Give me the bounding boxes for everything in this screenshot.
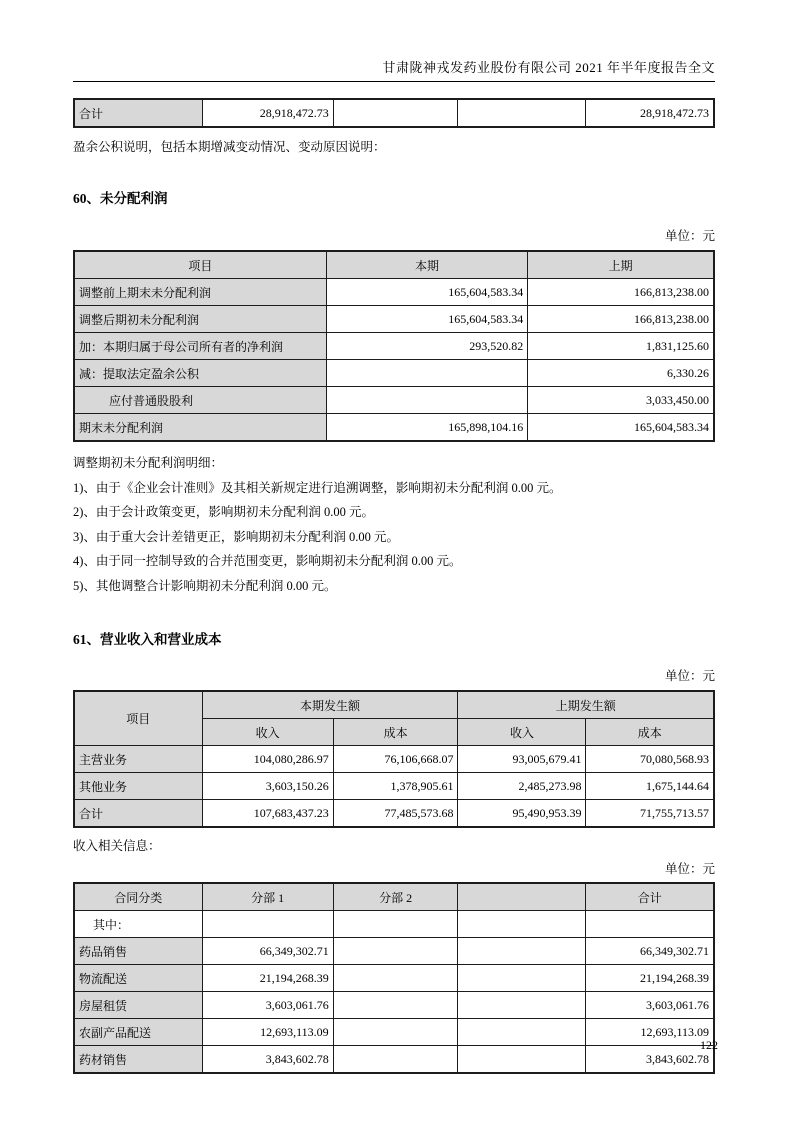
- value-cell: 3,603,150.26: [202, 773, 333, 800]
- value-cell: [333, 992, 458, 1019]
- table-row: [74, 333, 714, 360]
- value-cell: [458, 1019, 586, 1046]
- table-row: [74, 965, 714, 992]
- prior-value: 6,330.26: [528, 360, 714, 387]
- table-row: [74, 938, 714, 965]
- value-cell: 77,485,573.68: [333, 800, 458, 828]
- column-header: 项目: [74, 251, 326, 279]
- page-content: [73, 0, 715, 1074]
- report-title: 甘肃陇神戎发药业股份有限公司 2021 年半年度报告全文: [382, 60, 715, 75]
- note-line: 2)、由于会计政策变更，影响期初未分配利润 0.00 元。: [73, 505, 375, 519]
- table-row: [74, 992, 714, 1019]
- note-line: 1)、由于《企业会计准则》及其相关新规定进行追溯调整，影响期初未分配利润 0.00 元。: [73, 480, 562, 495]
- value-cell: [333, 1046, 458, 1074]
- table-row: [74, 1019, 714, 1046]
- total-value-cell: 28,918,472.73: [202, 99, 333, 127]
- row-label: 期末未分配利润: [74, 414, 326, 442]
- value-cell: 2,485,273.98: [458, 773, 586, 800]
- surplus-reserve-table: [73, 98, 715, 128]
- value-cell: [458, 992, 586, 1019]
- empty-cell: [333, 99, 458, 127]
- header-row: [74, 883, 714, 911]
- row-label: 药品销售: [74, 938, 202, 965]
- row-label: 主营业务: [74, 746, 202, 773]
- row-label: 房屋租赁: [74, 992, 202, 1019]
- running-header: [73, 0, 715, 82]
- column-header: 本期发生额: [202, 691, 458, 719]
- current-value: 165,604,583.34: [326, 306, 528, 333]
- empty-cell: [458, 99, 586, 127]
- column-header: 项目: [74, 691, 202, 746]
- value-cell: 71,755,713.57: [586, 800, 714, 828]
- prior-value: 165,604,583.34: [528, 414, 714, 442]
- column-header: 合计: [586, 883, 714, 911]
- table-row: [74, 414, 714, 442]
- value-cell: 12,693,113.09: [586, 1019, 714, 1046]
- total-value-cell: 28,918,472.73: [586, 99, 714, 127]
- value-cell: 104,080,286.97: [202, 746, 333, 773]
- row-label: 其中：: [74, 911, 202, 938]
- value-cell: 107,683,437.23: [202, 800, 333, 828]
- value-cell: 21,194,268.39: [202, 965, 333, 992]
- revenue-cost-table: [73, 690, 715, 828]
- value-cell: 66,349,302.71: [202, 938, 333, 965]
- value-cell: 76,106,668.07: [333, 746, 458, 773]
- value-cell: 3,603,061.76: [202, 992, 333, 1019]
- table-row: [74, 746, 714, 773]
- unit-label: 单位：元: [664, 229, 715, 243]
- table-row: [74, 306, 714, 333]
- note-line: 5)、其他调整合计影响期初未分配利润 0.00 元。: [73, 578, 337, 593]
- row-label: 物流配送: [74, 965, 202, 992]
- income-info-label: 收入相关信息：: [73, 839, 161, 853]
- row-label: 调整前上期末未分配利润: [74, 279, 326, 306]
- value-cell: 1,378,905.61: [333, 773, 458, 800]
- header-row: [74, 251, 714, 279]
- table-row: [74, 800, 714, 828]
- value-cell: [458, 965, 586, 992]
- column-header: 上期: [528, 251, 714, 279]
- value-cell: 3,843,602.78: [586, 1046, 714, 1074]
- undistributed-profit-table: [73, 250, 715, 442]
- current-value: 165,898,104.16: [326, 414, 528, 442]
- current-value: [326, 387, 528, 414]
- contract-classification-table: [73, 882, 715, 1074]
- value-cell: 93,005,679.41: [458, 746, 586, 773]
- table-row: [74, 360, 714, 387]
- current-value: [326, 360, 528, 387]
- row-label: 药材销售: [74, 1046, 202, 1074]
- column-header: [458, 883, 586, 911]
- sub-header: 收入: [202, 719, 333, 746]
- value-cell: 3,603,061.76: [586, 992, 714, 1019]
- table-row: [74, 1046, 714, 1074]
- unit-label: 单位：元: [664, 862, 715, 876]
- value-cell: [458, 938, 586, 965]
- section-61-title: 61、营业收入和营业成本: [73, 632, 222, 647]
- sub-header: 收入: [458, 719, 586, 746]
- current-value: 293,520.82: [326, 333, 528, 360]
- value-cell: [458, 1046, 586, 1074]
- row-label: 调整后期初未分配利润: [74, 306, 326, 333]
- row-label: 其他业务: [74, 773, 202, 800]
- value-cell: 95,490,953.39: [458, 800, 586, 828]
- table-row: [74, 387, 714, 414]
- table-row: [74, 279, 714, 306]
- surplus-note: 盈余公积说明，包括本期增减变动情况、变动原因说明：: [73, 140, 386, 154]
- table-row: [74, 911, 714, 938]
- column-header: 合同分类: [74, 883, 202, 911]
- column-header: 上期发生额: [458, 691, 714, 719]
- row-label: 合计: [74, 800, 202, 828]
- current-value: 165,604,583.34: [326, 279, 528, 306]
- column-header: 分部 2: [333, 883, 458, 911]
- sub-header: 成本: [333, 719, 458, 746]
- prior-value: 166,813,238.00: [528, 279, 714, 306]
- row-label: 农副产品配送: [74, 1019, 202, 1046]
- value-cell: [333, 1019, 458, 1046]
- value-cell: [586, 911, 714, 938]
- value-cell: 70,080,568.93: [586, 746, 714, 773]
- column-header: 分部 1: [202, 883, 333, 911]
- value-cell: [202, 911, 333, 938]
- prior-value: 1,831,125.60: [528, 333, 714, 360]
- table-row: [74, 99, 714, 127]
- table-row: [74, 773, 714, 800]
- value-cell: [333, 938, 458, 965]
- value-cell: [333, 911, 458, 938]
- page-number: 122: [700, 1038, 718, 1052]
- prior-value: 3,033,450.00: [528, 387, 714, 414]
- sub-header: 成本: [586, 719, 714, 746]
- note-line: 4)、由于同一控制导致的合并范围变更，影响期初未分配利润 0.00 元。: [73, 554, 462, 568]
- value-cell: 3,843,602.78: [202, 1046, 333, 1074]
- note-line: 3)、由于重大会计差错更正，影响期初未分配利润 0.00 元。: [73, 529, 400, 544]
- row-label: 应付普通股股利: [74, 387, 326, 414]
- value-cell: 1,675,144.64: [586, 773, 714, 800]
- note-line: 调整期初未分配利润明细：: [73, 456, 224, 470]
- value-cell: 12,693,113.09: [202, 1019, 333, 1046]
- value-cell: 66,349,302.71: [586, 938, 714, 965]
- section-60-title: 60、未分配利润: [73, 191, 168, 206]
- adjustment-detail-notes: [73, 451, 715, 598]
- value-cell: [333, 965, 458, 992]
- unit-label: 单位：元: [664, 669, 715, 683]
- column-header: 本期: [326, 251, 528, 279]
- value-cell: 21,194,268.39: [586, 965, 714, 992]
- row-label: 加：本期归属于母公司所有者的净利润: [74, 333, 326, 360]
- value-cell: [458, 911, 586, 938]
- header-row: [74, 691, 714, 719]
- total-label-cell: 合计: [74, 99, 202, 127]
- prior-value: 166,813,238.00: [528, 306, 714, 333]
- row-label: 减：提取法定盈余公积: [74, 360, 326, 387]
